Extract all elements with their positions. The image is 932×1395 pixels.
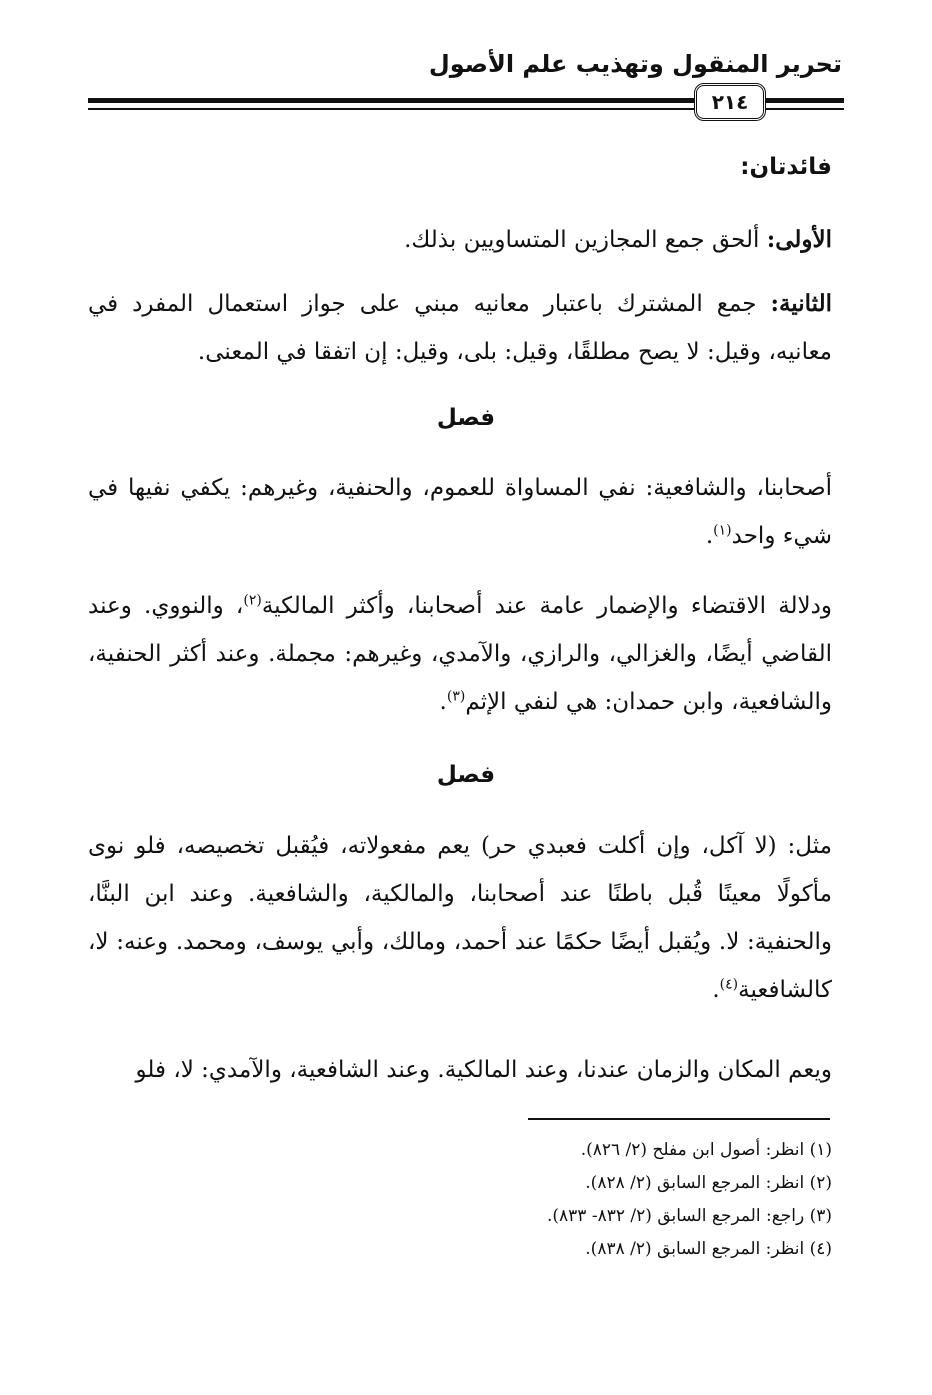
section1-p2-end: . — [439, 689, 447, 715]
faidatan-first-paragraph — [88, 216, 832, 264]
faidatan-heading: فائدتان: — [740, 154, 832, 180]
footnote-ref-4: (٤) — [719, 976, 739, 993]
footnote-ref-1: (١) — [713, 522, 732, 539]
footnote-separator — [528, 1118, 830, 1120]
footnotes — [300, 1134, 832, 1266]
section2-p1-text: مثل: (لا آكل، وإن أكلت فعبدي حر) يعم مفعولاته، فيُقبل تخصيصه، فلو نوى مأكولًا معينًا قُبل باطنًا عند أصحابنا، والمالكية، والشافعية. وعند ابن البنَّا، والحنفية: لا. ويُقبل أيضًا حكمًا عند أحمد، ومالك، وأبي يوسف، ومحمد. وعنه: لا، كالشافعية — [88, 833, 832, 1003]
first-label: الأولى: — [766, 226, 832, 253]
footnote-3: (٣) راجع: المرجع السابق (٢/ ٨٣٢- ٨٣٣). — [547, 1206, 832, 1226]
first-text: ألحق جمع المجازين المتساويين بذلك. — [404, 227, 767, 253]
section-heading-2: فصل — [436, 762, 496, 788]
running-header-title: تحرير المنقول وتهذيب علم الأصول — [428, 50, 842, 78]
section2-paragraph-2: ويعم المكان والزمان عندنا، وعند المالكية. وعند الشافعية، والآمدي: لا، فلو — [135, 1057, 832, 1083]
footnote-ref-3: (٣) — [446, 688, 466, 705]
second-text: جمع المشترك باعتبار معانيه مبني على جواز استعمال المفرد في معانيه، وقيل: لا يصح مطلقًا، وقيل: بلى، وقيل: إن اتفقا في المعنى. — [88, 291, 832, 365]
page-number: ٢١٤ — [694, 83, 766, 121]
section1-p1-text: أصحابنا، والشافعية: نفي المساواة للعموم، والحنفية، وغيرهم: يكفي نفيها في شيء واحد — [88, 475, 832, 549]
footnote-2: (٢) انظر: المرجع السابق (٢/ ٨٢٨). — [585, 1173, 832, 1193]
section-heading-1: فصل — [436, 405, 496, 431]
section1-paragraph-2 — [88, 582, 832, 726]
section1-p1-end: . — [705, 523, 714, 549]
faidatan-second-paragraph — [88, 280, 832, 376]
section2-p1-end: . — [712, 977, 720, 1003]
section1-paragraph-1 — [88, 464, 832, 560]
footnote-4: (٤) انظر: المرجع السابق (٢/ ٨٣٨). — [585, 1239, 832, 1259]
second-label: الثانية: — [770, 290, 832, 317]
section2-paragraph-1 — [88, 822, 832, 1014]
section1-p2-a: ودلالة الاقتضاء والإضمار عامة عند أصحابنا، وأكثر المالكية — [261, 593, 832, 619]
section1-p2-b: ، والنووي. وعند القاضي أيضًا، والغزالي، والرازي، والآمدي، وغيرهم: مجملة. وعند أكثر الحنفية، والشافعية، وابن حمدان: هي لنفي الإثم — [88, 593, 832, 715]
footnote-1: (١) انظر: أصول ابن مفلح (٢/ ٨٢٦). — [580, 1140, 832, 1160]
footnote-ref-2: (٢) — [243, 592, 262, 609]
